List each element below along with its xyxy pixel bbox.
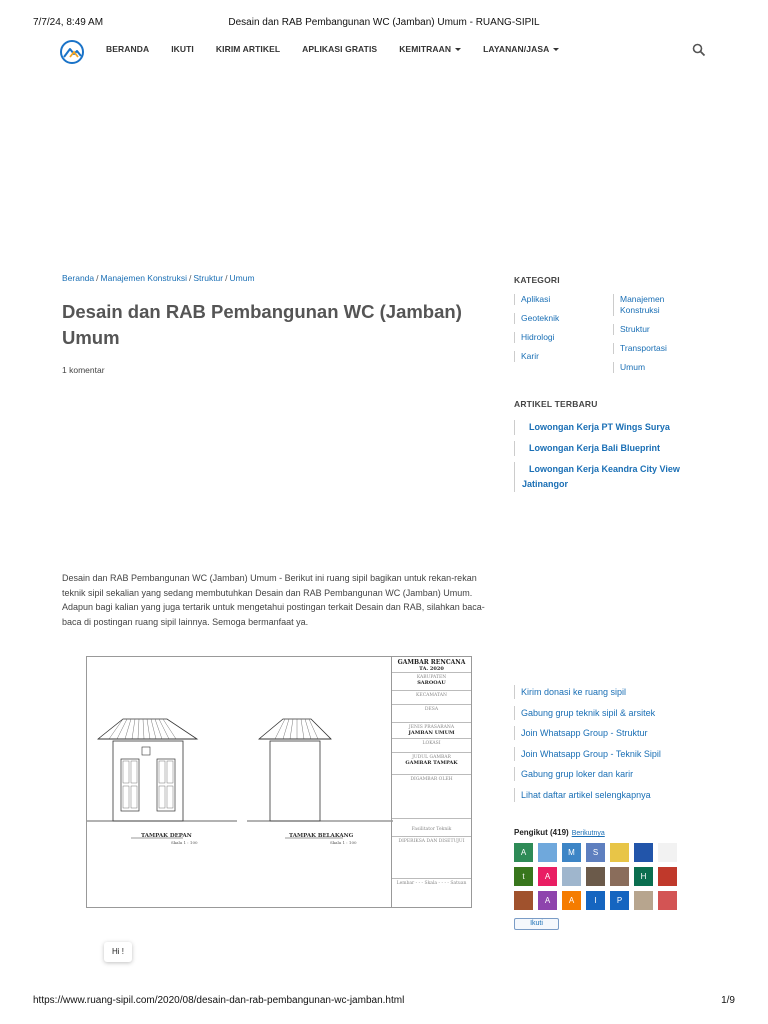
follow-button[interactable]: Ikuti	[514, 918, 559, 930]
category-aplikasi[interactable]: Aplikasi	[514, 294, 604, 305]
follower-avatar[interactable]	[586, 867, 605, 886]
caret-down-icon	[553, 48, 559, 51]
whatsapp-teknik-sipil-link[interactable]: Join Whatsapp Group - Teknik Sipil	[514, 747, 714, 761]
desa-label: DESA	[424, 707, 439, 712]
kategori-column-2	[613, 294, 693, 381]
category-manajemen-konstruksi[interactable]: Manajemen Konstruksi	[613, 294, 693, 316]
nav-kirim-artikel[interactable]: KIRIM ARTIKEL	[215, 44, 281, 54]
caret-down-icon	[455, 48, 461, 51]
recent-articles-heading: ARTIKEL TERBARU	[514, 399, 598, 409]
print-header	[33, 17, 735, 31]
recent-article-link[interactable]	[514, 462, 714, 492]
post-title: Desain dan RAB Pembangunan WC (Jamban) Umum	[62, 301, 462, 348]
follower-avatar[interactable]: t	[514, 867, 533, 886]
print-datetime: 7/7/24, 8:49 AM	[33, 17, 104, 28]
digambar-label: DIGAMBAR OLEH	[410, 777, 453, 782]
category-geoteknik[interactable]: Geoteknik	[514, 313, 604, 324]
fasilitator-label: Fasilitator Teknik	[411, 827, 452, 832]
follower-avatar[interactable]	[634, 891, 653, 910]
category-struktur[interactable]: Struktur	[613, 324, 693, 335]
follower-avatar[interactable]: S	[586, 843, 605, 862]
follower-avatar[interactable]	[610, 843, 629, 862]
sidebar-links	[514, 685, 714, 808]
kategori-column-1	[514, 294, 604, 370]
main-menu	[106, 44, 581, 54]
print-footer	[33, 995, 735, 1009]
nav-beranda[interactable]: BERANDA	[106, 44, 150, 54]
recent-article-title: Lowongan Kerja Bali Blueprint	[529, 443, 661, 453]
recent-article-title: Lowongan Kerja PT Wings Surya	[529, 422, 670, 432]
print-page-number: 1/9	[721, 995, 735, 1006]
recent-article-link[interactable]	[514, 441, 714, 456]
follower-avatar[interactable]	[658, 867, 677, 886]
breadcrumb-manajemen-konstruksi[interactable]: Manajemen Konstruksi	[100, 273, 187, 283]
loker-group-link[interactable]: Gabung grup loker dan karir	[514, 767, 714, 781]
jenis-prasarana-value: JAMBAN UMUM	[408, 730, 455, 736]
recent-articles-list	[514, 420, 714, 498]
category-transportasi[interactable]: Transportasi	[613, 343, 693, 354]
nav-layanan-jasa[interactable]	[483, 44, 559, 54]
back-view-label: TAMPAK BELAKANG	[289, 833, 354, 839]
print-url: https://www.ruang-sipil.com/2020/08/desain-dan-rab-pembangunan-wc-jamban.html	[33, 995, 405, 1006]
breadcrumb: Beranda / Manajemen Konstruksi / Struktur / Umum	[62, 273, 255, 283]
title-block-header	[392, 657, 471, 673]
title-block-title: GAMBAR RENCANA	[397, 659, 466, 666]
recent-article-title: Lowongan Kerja Keandra City View Jatinangor	[522, 464, 680, 489]
drawing-title-block	[391, 657, 471, 907]
followers-widget-title	[514, 828, 605, 837]
comment-count-link[interactable]: 1 komentar	[62, 365, 105, 375]
whatsapp-struktur-link[interactable]: Join Whatsapp Group - Struktur	[514, 726, 714, 740]
follower-avatar[interactable]	[610, 867, 629, 886]
lokasi-label: LOKASI	[422, 741, 441, 746]
follower-avatar[interactable]	[634, 843, 653, 862]
follower-avatar[interactable]: A	[562, 891, 581, 910]
nav-kemitraan[interactable]	[399, 44, 461, 54]
nav-ikuti[interactable]: IKUTI	[171, 44, 194, 54]
follower-avatar[interactable]: I	[586, 891, 605, 910]
kabupaten-label: KABUPATEN	[416, 675, 447, 680]
wc-design-drawing	[86, 656, 472, 908]
follower-avatar[interactable]: A	[514, 843, 533, 862]
category-umum[interactable]: Umum	[613, 362, 693, 373]
sheet-footer-label: Lembar - - - Skala - - - - Satuan	[396, 881, 467, 886]
followers-count: Pengikut (419)	[514, 828, 569, 837]
elevation-views-figure	[87, 657, 393, 907]
back-view-scale: Skala 1 : 100	[330, 840, 357, 845]
follower-avatar[interactable]: A	[538, 867, 557, 886]
follower-avatar[interactable]	[538, 843, 557, 862]
breadcrumb-beranda[interactable]: Beranda	[62, 273, 95, 283]
follower-avatar[interactable]: A	[538, 891, 557, 910]
followers-next-link[interactable]: Berikutnya	[571, 830, 605, 837]
kecamatan-label: KECAMATAN	[416, 693, 447, 698]
breadcrumb-umum[interactable]: Umum	[229, 273, 255, 283]
print-page-title: Desain dan RAB Pembangunan WC (Jamban) Umum - RUANG-SIPIL	[228, 17, 540, 28]
breadcrumb-struktur[interactable]: Struktur	[193, 273, 224, 283]
followers-avatar-grid	[514, 843, 684, 915]
all-articles-link[interactable]: Lihat daftar artikel selengkapnya	[514, 788, 714, 802]
follower-avatar[interactable]: H	[634, 867, 653, 886]
chat-bubble[interactable]: Hi !	[104, 942, 132, 962]
follower-avatar[interactable]	[562, 867, 581, 886]
follower-avatar[interactable]	[658, 843, 677, 862]
donation-link[interactable]: Kirim donasi ke ruang sipil	[514, 685, 714, 699]
category-karir[interactable]: Karir	[514, 351, 604, 362]
follower-avatar[interactable]	[514, 891, 533, 910]
category-hidrologi[interactable]: Hidrologi	[514, 332, 604, 343]
judul-gambar-value: GAMBAR TAMPAK	[405, 760, 458, 766]
kategori-heading: KATEGORI	[514, 275, 560, 285]
group-link[interactable]: Gabung grup teknik sipil & arsitek	[514, 706, 714, 720]
follower-avatar[interactable]: M	[562, 843, 581, 862]
nav-kemitraan-label: KEMITRAAN	[399, 44, 452, 54]
top-navbar	[60, 36, 710, 64]
title-block-year: TA. 2020	[419, 666, 444, 672]
nav-aplikasi-gratis[interactable]: APLIKASI GRATIS	[302, 44, 378, 54]
nav-layanan-label: LAYANAN/JASA	[483, 44, 550, 54]
judul-gambar-label: JUDUL GAMBAR	[412, 755, 451, 760]
follower-avatar[interactable]: P	[610, 891, 629, 910]
front-view-scale: Skala 1 : 100	[171, 840, 198, 845]
recent-article-link[interactable]	[514, 420, 714, 435]
post-intro-paragraph: Desain dan RAB Pembangunan WC (Jamban) Umum - Berikut ini ruang sipil bagikan untuk rekan-rekan teknik sipil sekalian yang sedang membutuhkan Desain dan RAB Pembangunan WC (Jamban) Umum. Adapun bagi kalian yang juga tertarik untuk mengetahui postingan terkait Desain dan RAB, silahkan baca-baca di postingan ruang sipil lainnya. Semoga bermanfaat ya.	[62, 573, 485, 627]
disetujui-label: DIPERIKSA DAN DISETUJUI	[398, 839, 465, 844]
kabupaten-value: SAROOAU	[417, 680, 446, 686]
search-icon[interactable]	[692, 43, 706, 57]
jenis-prasarana-label: JENIS PRASARANA	[408, 725, 455, 730]
site-logo-icon[interactable]	[60, 40, 84, 64]
front-view-label: TAMPAK DEPAN	[141, 833, 192, 839]
follower-avatar[interactable]	[658, 891, 677, 910]
